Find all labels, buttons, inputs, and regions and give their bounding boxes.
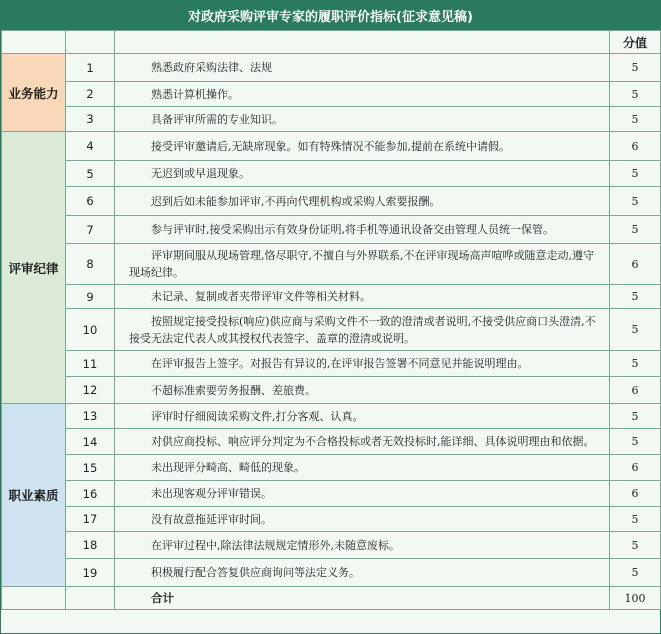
row-score: 5 bbox=[610, 187, 661, 216]
row-score: 6 bbox=[610, 481, 661, 507]
row-number: 3 bbox=[66, 107, 115, 132]
row-text: 在评审过程中,除法律法规规定情形外,未随意废标。 bbox=[151, 538, 400, 552]
table-row bbox=[2, 455, 661, 481]
table-row bbox=[2, 429, 661, 455]
row-number: 6 bbox=[66, 187, 115, 216]
row-text: 按照规定接受投标(响应)供应商与采购文件不一致的澄清或者说明,不接受供应商口头澄清,不接受无法定代表人或其授权代表签字、盖章的澄清或说明。 bbox=[129, 314, 596, 345]
table-row bbox=[2, 187, 661, 216]
row-text: 评审期间服从现场管理,恪尽职守,不擅自与外界联系,不在评审现场高声喧哗或随意走动,遵守现场纪律。 bbox=[129, 249, 594, 279]
table-row bbox=[2, 404, 661, 429]
row-number: 4 bbox=[66, 132, 115, 161]
row-text: 熟悉政府采购法律、法规 bbox=[151, 61, 272, 74]
row-number: 15 bbox=[66, 455, 115, 481]
row-number: 7 bbox=[66, 216, 115, 244]
row-score: 5 bbox=[610, 107, 661, 132]
table-row bbox=[2, 161, 661, 187]
total-label: 合计 bbox=[151, 590, 174, 605]
row-score: 5 bbox=[610, 54, 661, 82]
row-score: 5 bbox=[610, 285, 661, 309]
row-text: 未记录、复制或者夹带评审文件等相关材料。 bbox=[151, 290, 371, 303]
row-number: 9 bbox=[66, 285, 115, 309]
row-text: 在评审报告上签字。对报告有异议的,在评审报告签署不同意见并能说明理由。 bbox=[151, 357, 529, 370]
row-score: 6 bbox=[610, 244, 661, 285]
table-row bbox=[2, 244, 661, 285]
row-text: 没有故意拖延评审时间。 bbox=[151, 512, 272, 526]
table-row bbox=[2, 532, 661, 559]
header-row bbox=[2, 31, 661, 54]
table-row bbox=[2, 309, 661, 351]
row-number: 18 bbox=[66, 532, 115, 559]
row-text: 评审时仔细阅读采购文件,打分客观、认真。 bbox=[151, 409, 364, 423]
table-row bbox=[2, 559, 661, 587]
row-number: 16 bbox=[66, 481, 115, 507]
row-score: 5 bbox=[610, 82, 661, 107]
row-text: 熟悉计算机操作。 bbox=[151, 87, 239, 101]
row-score: 5 bbox=[610, 351, 661, 377]
row-text: 未出现客观分评审错误。 bbox=[151, 487, 272, 500]
row-score: 6 bbox=[610, 455, 661, 481]
row-score: 6 bbox=[610, 132, 661, 161]
row-score: 5 bbox=[610, 309, 661, 351]
row-score: 5 bbox=[610, 532, 661, 559]
table-row bbox=[2, 351, 661, 377]
table-row bbox=[2, 82, 661, 107]
row-score: 6 bbox=[610, 377, 661, 404]
row-number: 1 bbox=[66, 54, 115, 82]
row-number: 13 bbox=[66, 404, 115, 429]
row-score: 5 bbox=[610, 507, 661, 532]
row-score: 5 bbox=[610, 429, 661, 455]
row-text: 接受评审邀请后,无缺席现象。如有特殊情况不能参加,提前在系统中请假。 bbox=[151, 139, 510, 153]
row-text: 不超标准索要劳务报酬、差旅费。 bbox=[151, 383, 316, 397]
table-row bbox=[2, 54, 661, 82]
row-number: 12 bbox=[66, 377, 115, 404]
category-review-discipline: 评审纪律 bbox=[2, 132, 66, 404]
row-text: 迟到后如未能参加评审,不再向代理机构或采购人索要报酬。 bbox=[151, 194, 441, 208]
table-row bbox=[2, 107, 661, 132]
table-row bbox=[2, 377, 661, 404]
row-score: 5 bbox=[610, 404, 661, 429]
row-number: 17 bbox=[66, 507, 115, 532]
table-row bbox=[2, 285, 661, 309]
row-number: 14 bbox=[66, 429, 115, 455]
row-number: 5 bbox=[66, 161, 115, 187]
row-text: 未出现评分畸高、畸低的现象。 bbox=[151, 461, 305, 474]
evaluation-table bbox=[1, 30, 661, 610]
category-professional-quality: 职业素质 bbox=[2, 404, 66, 587]
table-row bbox=[2, 481, 661, 507]
row-number: 10 bbox=[66, 309, 115, 351]
row-text: 具备评审所需的专业知识。 bbox=[151, 112, 283, 126]
row-score: 5 bbox=[610, 559, 661, 587]
row-number: 19 bbox=[66, 559, 115, 587]
row-number: 2 bbox=[66, 82, 115, 107]
row-text: 无迟到或早退现象。 bbox=[151, 167, 250, 180]
row-number: 8 bbox=[66, 244, 115, 285]
row-text: 参与评审时,接受采购出示有效身份证明,将手机等通讯设备交由管理人员统一保管。 bbox=[151, 223, 554, 236]
row-text: 积极履行配合答复供应商询问等法定义务。 bbox=[151, 566, 360, 579]
row-score: 5 bbox=[610, 216, 661, 244]
score-header: 分值 bbox=[610, 31, 661, 54]
row-score: 5 bbox=[610, 161, 661, 187]
table-row bbox=[2, 507, 661, 532]
total-score: 100 bbox=[610, 587, 661, 610]
total-row bbox=[2, 587, 661, 610]
row-number: 11 bbox=[66, 351, 115, 377]
row-text: 对供应商投标、响应评分判定为不合格投标或者无效投标时,能详细、具体说明理由和依据。 bbox=[151, 435, 595, 448]
table-row bbox=[2, 132, 661, 161]
table-title: 对政府采购评审专家的履职评价指标(征求意见稿) bbox=[1, 1, 660, 30]
table-row bbox=[2, 216, 661, 244]
category-business-ability: 业务能力 bbox=[2, 54, 66, 132]
